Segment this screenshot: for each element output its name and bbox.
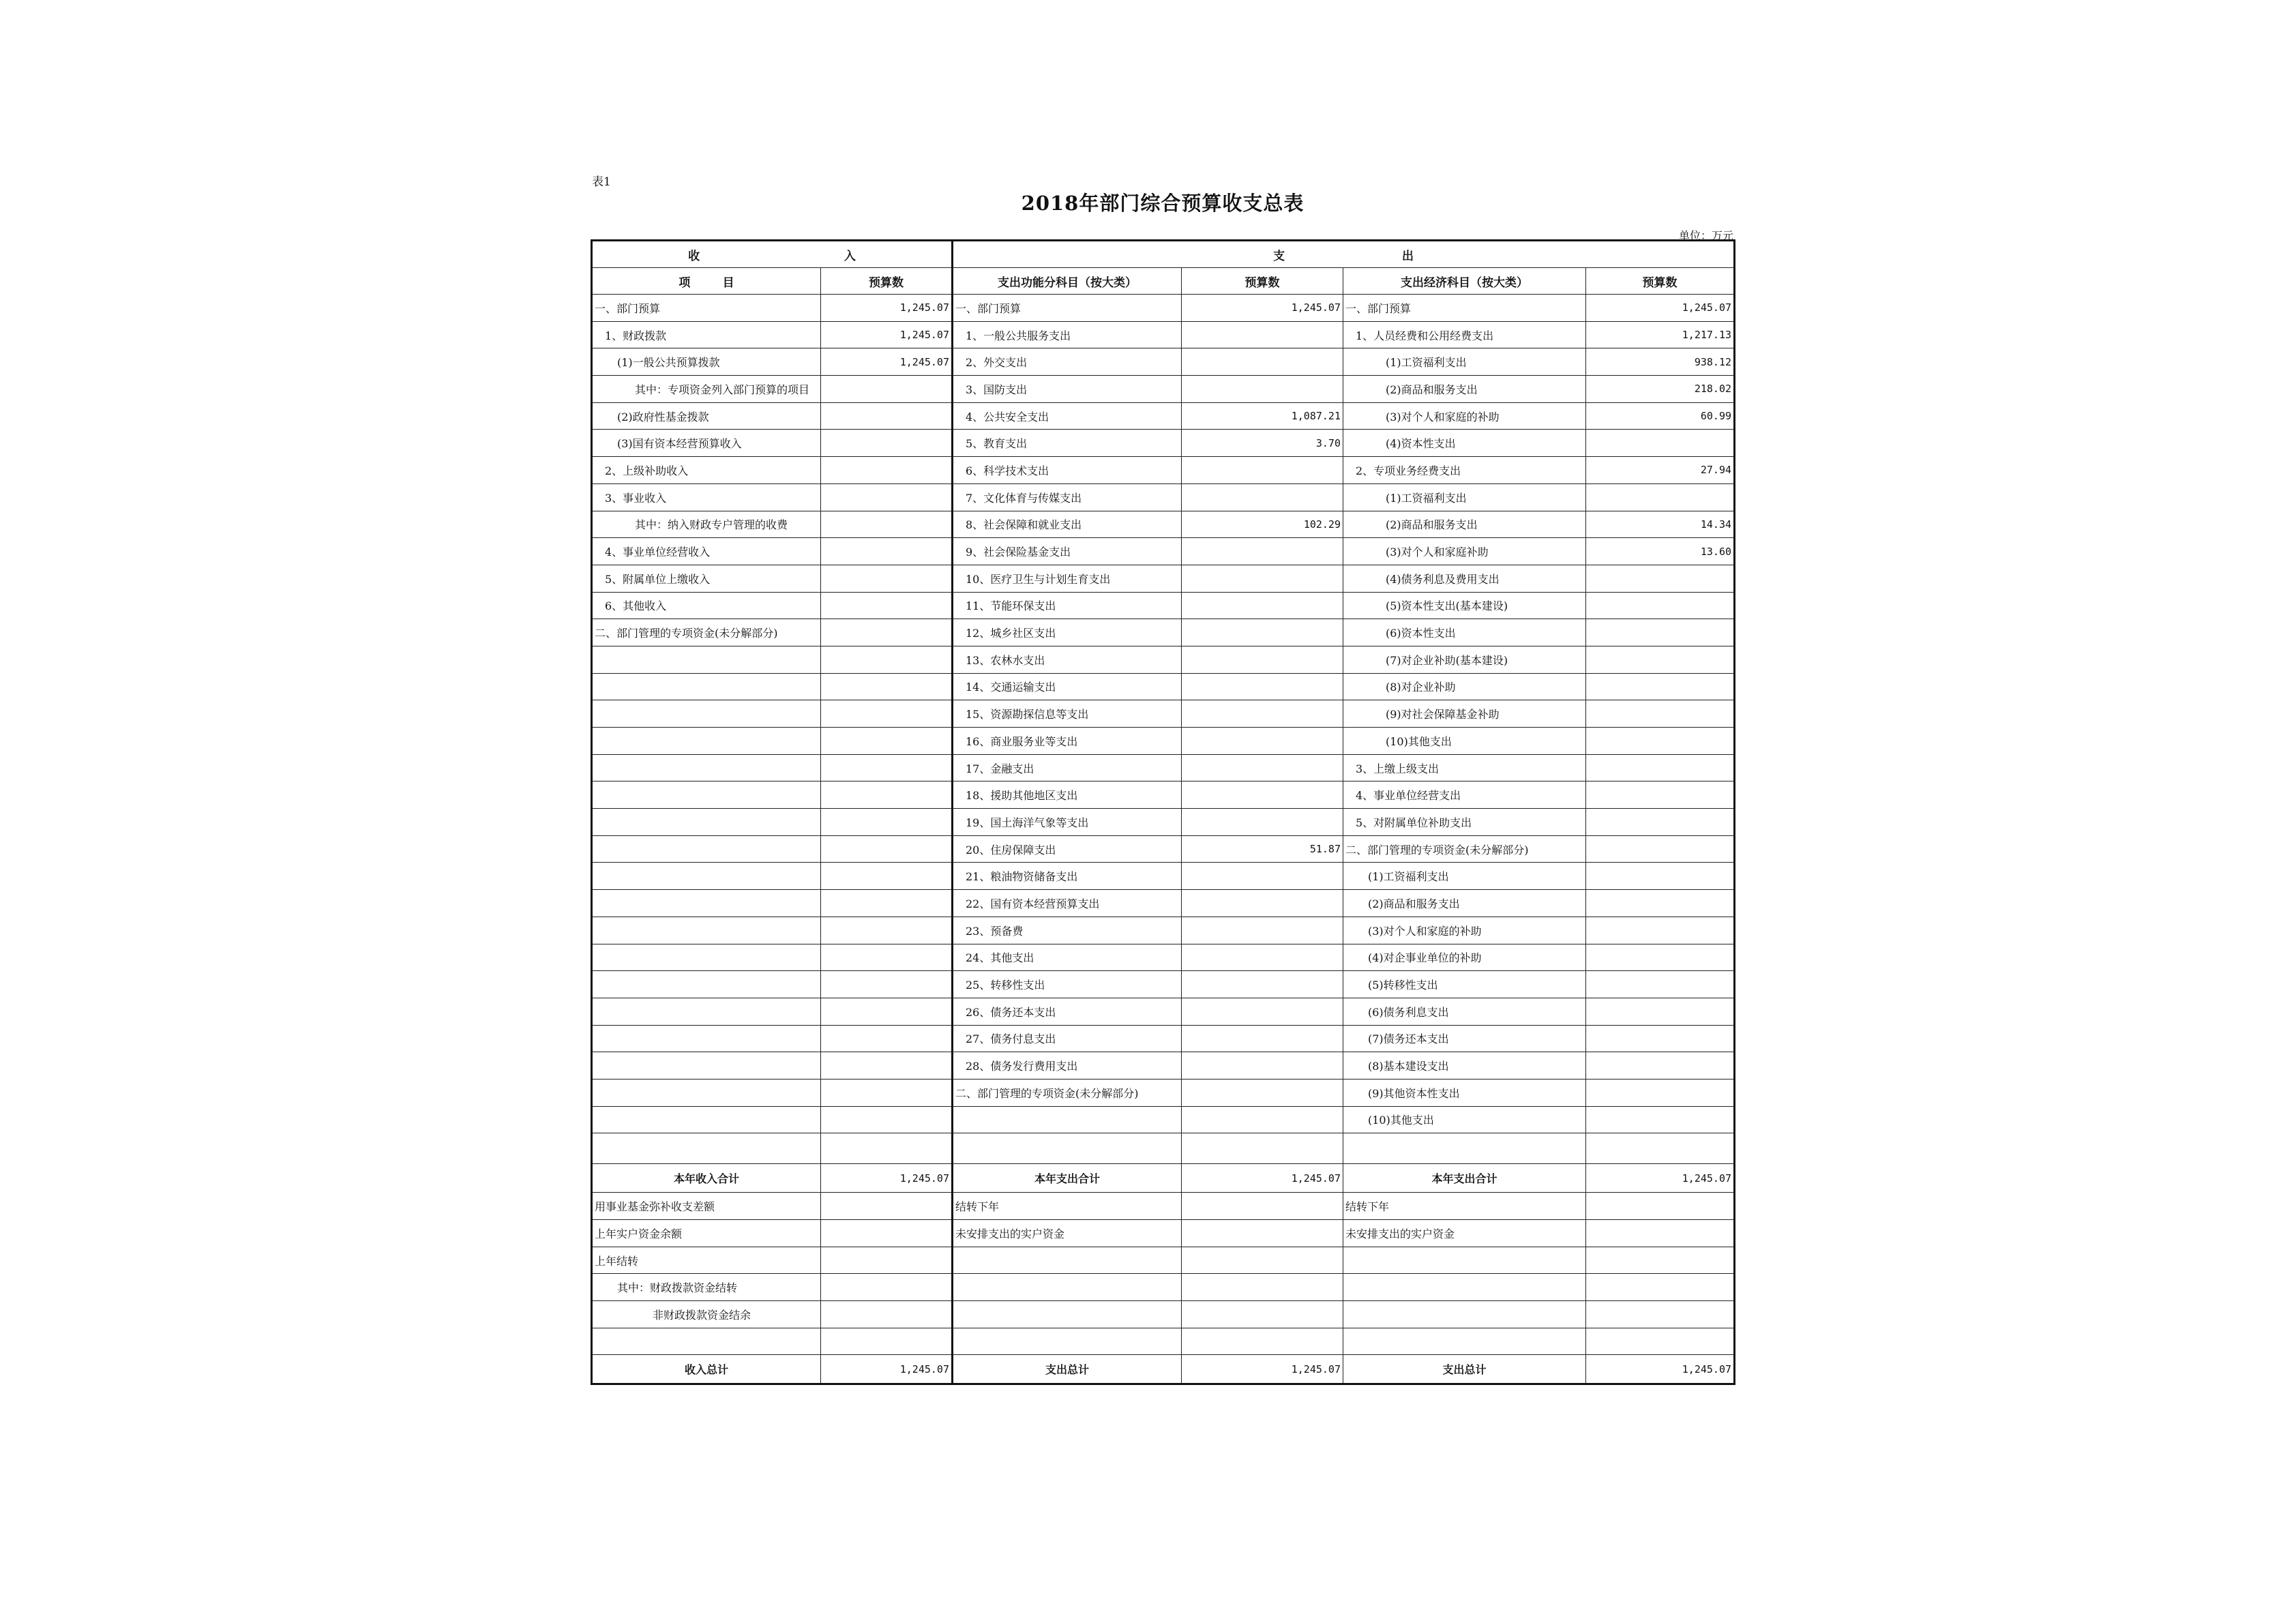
income-budget xyxy=(821,511,953,538)
income-budget xyxy=(821,781,953,809)
income-item xyxy=(593,673,821,700)
table-row xyxy=(593,754,1734,781)
func-budget xyxy=(1182,754,1343,781)
income-budget xyxy=(821,700,953,728)
func-class-item: 11、节能环保支出 xyxy=(953,592,1182,619)
page-title: 2018年部门综合预算收支总表 xyxy=(1021,192,1304,215)
table-row xyxy=(593,781,1734,809)
income-item: 其中：专项资金列入部门预算的项目 xyxy=(593,376,821,403)
carryover-func-budget xyxy=(1182,1193,1343,1220)
econ-budget xyxy=(1586,728,1734,755)
econ-budget xyxy=(1586,673,1734,700)
income-budget: 1,245.07 xyxy=(821,295,953,322)
income-budget xyxy=(821,754,953,781)
carryover-func-budget xyxy=(1182,1301,1343,1328)
table-row xyxy=(593,971,1734,998)
table-row xyxy=(593,1052,1734,1079)
func-budget xyxy=(1182,863,1343,890)
income-item: 一、部门预算 xyxy=(593,295,821,322)
col-header-func-budget: 预算数 xyxy=(1182,268,1343,295)
carryover-econ-budget xyxy=(1586,1220,1734,1247)
func-class-item: 5、教育支出 xyxy=(953,430,1182,457)
econ-budget xyxy=(1586,835,1734,863)
income-budget xyxy=(821,998,953,1025)
econ-class-item: (3)对个人和家庭补助 xyxy=(1343,538,1586,565)
income-item xyxy=(593,781,821,809)
func-class-item: 26、债务还本支出 xyxy=(953,998,1182,1025)
table-row xyxy=(593,998,1734,1025)
func-class-item: 27、债务付息支出 xyxy=(953,1025,1182,1052)
income-budget xyxy=(821,1106,953,1133)
func-class-item: 7、文化体育与传媒支出 xyxy=(953,483,1182,511)
func-budget xyxy=(1182,781,1343,809)
econ-budget xyxy=(1586,971,1734,998)
econ-class-item: (6)债务利息支出 xyxy=(1343,998,1586,1025)
carryover-econ-item xyxy=(1343,1247,1586,1274)
income-item xyxy=(593,1025,821,1052)
carryover-income-budget xyxy=(821,1193,953,1220)
econ-budget xyxy=(1586,646,1734,673)
table-row xyxy=(593,728,1734,755)
carryover-income-item: 上年实户资金余额 xyxy=(593,1220,821,1247)
income-item: 其中：纳入财政专户管理的收费 xyxy=(593,511,821,538)
func-class-item: 25、转移性支出 xyxy=(953,971,1182,998)
income-budget xyxy=(821,809,953,836)
econ-budget xyxy=(1586,565,1734,592)
year-income-total-label: 本年收入合计 xyxy=(593,1164,821,1193)
table-row xyxy=(593,835,1734,863)
func-class-item: 21、粮油物资储备支出 xyxy=(953,863,1182,890)
carryover-econ-item: 未安排支出的实户资金 xyxy=(1343,1220,1586,1247)
econ-budget xyxy=(1586,1106,1734,1133)
econ-budget xyxy=(1586,619,1734,646)
table-row xyxy=(593,1193,1734,1220)
income-budget xyxy=(821,592,953,619)
econ-class-item: (8)基本建设支出 xyxy=(1343,1052,1586,1079)
econ-budget xyxy=(1586,430,1734,457)
expense-header-char2: 出 xyxy=(1401,249,1414,263)
carryover-func-budget xyxy=(1182,1328,1343,1355)
func-budget xyxy=(1182,321,1343,348)
econ-class-item: (2)商品和服务支出 xyxy=(1343,890,1586,917)
func-class-item: 20、住房保障支出 xyxy=(953,835,1182,863)
income-budget xyxy=(821,917,953,944)
func-budget xyxy=(1182,728,1343,755)
income-header-char1: 收 xyxy=(688,249,700,263)
econ-class-item: (6)资本性支出 xyxy=(1343,619,1586,646)
income-item xyxy=(593,917,821,944)
econ-budget xyxy=(1586,781,1734,809)
econ-budget xyxy=(1586,809,1734,836)
carryover-econ-item xyxy=(1343,1301,1586,1328)
unit-label: 单位：万元 xyxy=(1678,229,1733,242)
income-item xyxy=(593,646,821,673)
year-expense-total-label-2: 本年支出合计 xyxy=(1343,1164,1586,1193)
carryover-econ-budget xyxy=(1586,1274,1734,1301)
table-row xyxy=(593,511,1734,538)
income-budget xyxy=(821,835,953,863)
econ-budget xyxy=(1586,754,1734,781)
income-item: 6、其他收入 xyxy=(593,592,821,619)
income-budget xyxy=(821,728,953,755)
func-budget xyxy=(1182,971,1343,998)
func-class-item: 24、其他支出 xyxy=(953,944,1182,971)
func-budget xyxy=(1182,619,1343,646)
carryover-func-budget xyxy=(1182,1247,1343,1274)
carryover-income-item: 非财政拨款资金结余 xyxy=(593,1301,821,1328)
carryover-func-item xyxy=(953,1274,1182,1301)
table-row xyxy=(593,1247,1734,1274)
income-item xyxy=(593,809,821,836)
econ-class-item: (1)工资福利支出 xyxy=(1343,348,1586,376)
func-budget xyxy=(1182,483,1343,511)
econ-class-item: (8)对企业补助 xyxy=(1343,673,1586,700)
econ-budget xyxy=(1586,1025,1734,1052)
econ-class-item: 5、对附属单位补助支出 xyxy=(1343,809,1586,836)
econ-budget: 13.60 xyxy=(1586,538,1734,565)
income-item: 二、部门管理的专项资金(未分解部分) xyxy=(593,619,821,646)
spacer-row xyxy=(593,1133,1734,1164)
econ-class-item: (3)对个人和家庭的补助 xyxy=(1343,917,1586,944)
table-row xyxy=(593,809,1734,836)
econ-class-item: (10)其他支出 xyxy=(1343,728,1586,755)
year-income-total-value: 1,245.07 xyxy=(821,1164,953,1193)
carryover-econ-item xyxy=(1343,1328,1586,1355)
budget-summary-table xyxy=(592,241,1734,1384)
econ-budget: 1,217.13 xyxy=(1586,321,1734,348)
table-row xyxy=(593,619,1734,646)
econ-class-item: (7)债务还本支出 xyxy=(1343,1025,1586,1052)
table-row xyxy=(593,646,1734,673)
grand-expense-label: 支出总计 xyxy=(953,1355,1182,1384)
econ-class-item: 4、事业单位经营支出 xyxy=(1343,781,1586,809)
group-header-row xyxy=(593,241,1734,268)
func-budget: 51.87 xyxy=(1182,835,1343,863)
carryover-func-item xyxy=(953,1328,1182,1355)
func-budget xyxy=(1182,944,1343,971)
table-row xyxy=(593,863,1734,890)
carryover-income-budget xyxy=(821,1301,953,1328)
table-row xyxy=(593,376,1734,403)
econ-class-item: (3)对个人和家庭的补助 xyxy=(1343,402,1586,430)
econ-class-item: 一、部门预算 xyxy=(1343,295,1586,322)
func-class-item: 28、债务发行费用支出 xyxy=(953,1052,1182,1079)
table-row xyxy=(593,1106,1734,1133)
table-row xyxy=(593,1025,1734,1052)
income-item xyxy=(593,1079,821,1106)
grand-expense-func-value: 1,245.07 xyxy=(1182,1355,1343,1384)
income-budget xyxy=(821,1025,953,1052)
func-class-item: 10、医疗卫生与计划生育支出 xyxy=(953,565,1182,592)
grand-income-label: 收入总计 xyxy=(593,1355,821,1384)
table-row xyxy=(593,430,1734,457)
func-budget xyxy=(1182,1106,1343,1133)
econ-budget xyxy=(1586,944,1734,971)
col-header-item: 项 目 xyxy=(593,268,821,295)
table-row xyxy=(593,565,1734,592)
func-class-item: 22、国有资本经营预算支出 xyxy=(953,890,1182,917)
income-item: (2)政府性基金拨款 xyxy=(593,402,821,430)
func-class-item: 一、部门预算 xyxy=(953,295,1182,322)
carryover-income-budget xyxy=(821,1220,953,1247)
table-row xyxy=(593,457,1734,484)
col-header-econ-budget: 预算数 xyxy=(1586,268,1734,295)
func-budget xyxy=(1182,998,1343,1025)
grand-income-value: 1,245.07 xyxy=(821,1355,953,1384)
func-budget xyxy=(1182,1025,1343,1052)
econ-budget: 60.99 xyxy=(1586,402,1734,430)
func-budget xyxy=(1182,538,1343,565)
income-item: 2、上级补助收入 xyxy=(593,457,821,484)
carryover-econ-budget xyxy=(1586,1193,1734,1220)
income-budget xyxy=(821,619,953,646)
econ-class-item: (4)债务利息及费用支出 xyxy=(1343,565,1586,592)
income-group-header xyxy=(593,241,953,268)
table-row xyxy=(593,673,1734,700)
income-budget xyxy=(821,483,953,511)
col-header-func-class: 支出功能分科目（按大类） xyxy=(953,268,1182,295)
income-item xyxy=(593,1106,821,1133)
carryover-econ-item: 结转下年 xyxy=(1343,1193,1586,1220)
func-class-item: 3、国防支出 xyxy=(953,376,1182,403)
func-budget xyxy=(1182,700,1343,728)
grand-expense-econ-value: 1,245.07 xyxy=(1586,1355,1734,1384)
income-budget xyxy=(821,457,953,484)
econ-budget xyxy=(1586,1079,1734,1106)
expense-header-char1: 支 xyxy=(1273,249,1285,263)
func-budget xyxy=(1182,1079,1343,1106)
func-class-item: 19、国土海洋气象等支出 xyxy=(953,809,1182,836)
col-header-econ-class: 支出经济科目（按大类） xyxy=(1343,268,1586,295)
econ-budget xyxy=(1586,700,1734,728)
column-header-row xyxy=(593,268,1734,295)
table-number: 表1 xyxy=(592,175,611,189)
func-budget: 3.70 xyxy=(1182,430,1343,457)
econ-class-item: (4)对企事业单位的补助 xyxy=(1343,944,1586,971)
table-row xyxy=(593,890,1734,917)
econ-budget xyxy=(1586,917,1734,944)
econ-class-item: (7)对企业补助(基本建设) xyxy=(1343,646,1586,673)
income-budget xyxy=(821,673,953,700)
income-budget xyxy=(821,538,953,565)
income-budget xyxy=(821,430,953,457)
carryover-func-budget xyxy=(1182,1274,1343,1301)
income-item: (1)一般公共预算拨款 xyxy=(593,348,821,376)
carryover-income-item: 用事业基金弥补收支差额 xyxy=(593,1193,821,1220)
table-row xyxy=(593,402,1734,430)
econ-class-item: 二、部门管理的专项资金(未分解部分) xyxy=(1343,835,1586,863)
income-item xyxy=(593,754,821,781)
income-item xyxy=(593,890,821,917)
income-budget xyxy=(821,376,953,403)
econ-budget xyxy=(1586,863,1734,890)
econ-budget xyxy=(1586,483,1734,511)
econ-budget xyxy=(1586,592,1734,619)
econ-class-item: (2)商品和服务支出 xyxy=(1343,376,1586,403)
func-class-item: 15、资源勘探信息等支出 xyxy=(953,700,1182,728)
econ-class-item: 3、上缴上级支出 xyxy=(1343,754,1586,781)
carryover-func-item xyxy=(953,1301,1182,1328)
carryover-func-item xyxy=(953,1247,1182,1274)
carryover-econ-budget xyxy=(1586,1328,1734,1355)
func-class-item xyxy=(953,1106,1182,1133)
income-budget: 1,245.07 xyxy=(821,321,953,348)
econ-class-item: (10)其他支出 xyxy=(1343,1106,1586,1133)
func-class-item: 23、预备费 xyxy=(953,917,1182,944)
econ-budget: 218.02 xyxy=(1586,376,1734,403)
income-item: (3)国有资本经营预算收入 xyxy=(593,430,821,457)
carryover-income-item: 其中：财政拨款资金结转 xyxy=(593,1274,821,1301)
econ-budget xyxy=(1586,998,1734,1025)
func-class-item: 二、部门管理的专项资金(未分解部分) xyxy=(953,1079,1182,1106)
econ-budget: 1,245.07 xyxy=(1586,295,1734,322)
year-expense-econ-total-value: 1,245.07 xyxy=(1586,1164,1734,1193)
income-budget: 1,245.07 xyxy=(821,348,953,376)
income-budget xyxy=(821,1052,953,1079)
func-class-item: 9、社会保险基金支出 xyxy=(953,538,1182,565)
table-row xyxy=(593,917,1734,944)
grand-total-row xyxy=(593,1355,1734,1384)
income-budget xyxy=(821,863,953,890)
carryover-income-item: 上年结转 xyxy=(593,1247,821,1274)
table-row xyxy=(593,321,1734,348)
income-item xyxy=(593,1052,821,1079)
econ-budget xyxy=(1586,890,1734,917)
grand-expense-label-2: 支出总计 xyxy=(1343,1355,1586,1384)
func-class-item: 12、城乡社区支出 xyxy=(953,619,1182,646)
econ-budget: 14.34 xyxy=(1586,511,1734,538)
income-budget xyxy=(821,565,953,592)
func-class-item: 8、社会保障和就业支出 xyxy=(953,511,1182,538)
carryover-func-item: 未安排支出的实户资金 xyxy=(953,1220,1182,1247)
income-budget xyxy=(821,971,953,998)
income-item xyxy=(593,728,821,755)
table-row xyxy=(593,944,1734,971)
year-total-row xyxy=(593,1164,1734,1193)
func-class-item: 13、农林水支出 xyxy=(953,646,1182,673)
year-expense-total-label: 本年支出合计 xyxy=(953,1164,1182,1193)
income-budget xyxy=(821,944,953,971)
income-item: 5、附属单位上缴收入 xyxy=(593,565,821,592)
econ-class-item: (1)工资福利支出 xyxy=(1343,863,1586,890)
carryover-econ-item xyxy=(1343,1274,1586,1301)
expense-group-header xyxy=(953,241,1734,268)
func-budget: 1,087.21 xyxy=(1182,402,1343,430)
func-class-item: 14、交通运输支出 xyxy=(953,673,1182,700)
func-class-item: 2、外交支出 xyxy=(953,348,1182,376)
econ-class-item: (5)转移性支出 xyxy=(1343,971,1586,998)
func-budget xyxy=(1182,1052,1343,1079)
econ-class-item: (9)其他资本性支出 xyxy=(1343,1079,1586,1106)
income-item xyxy=(593,998,821,1025)
income-item xyxy=(593,971,821,998)
econ-class-item: (5)资本性支出(基本建设) xyxy=(1343,592,1586,619)
carryover-income-budget xyxy=(821,1328,953,1355)
func-budget: 102.29 xyxy=(1182,511,1343,538)
func-class-item: 18、援助其他地区支出 xyxy=(953,781,1182,809)
func-budget xyxy=(1182,890,1343,917)
table-row xyxy=(593,1301,1734,1328)
income-item xyxy=(593,863,821,890)
carryover-income-budget xyxy=(821,1274,953,1301)
income-item xyxy=(593,944,821,971)
econ-class-item: 2、专项业务经费支出 xyxy=(1343,457,1586,484)
econ-budget xyxy=(1586,1052,1734,1079)
func-budget xyxy=(1182,565,1343,592)
func-budget xyxy=(1182,673,1343,700)
func-budget xyxy=(1182,376,1343,403)
income-item: 1、财政拨款 xyxy=(593,321,821,348)
func-budget xyxy=(1182,592,1343,619)
func-budget xyxy=(1182,457,1343,484)
table-row xyxy=(593,1328,1734,1355)
carryover-income-item xyxy=(593,1328,821,1355)
income-item xyxy=(593,835,821,863)
econ-budget: 938.12 xyxy=(1586,348,1734,376)
econ-class-item: (9)对社会保障基金补助 xyxy=(1343,700,1586,728)
income-budget xyxy=(821,402,953,430)
carryover-econ-budget xyxy=(1586,1301,1734,1328)
income-budget xyxy=(821,646,953,673)
table-row xyxy=(593,1079,1734,1106)
carryover-func-item: 结转下年 xyxy=(953,1193,1182,1220)
carryover-income-budget xyxy=(821,1247,953,1274)
table-row xyxy=(593,295,1734,322)
year-expense-func-total-value: 1,245.07 xyxy=(1182,1164,1343,1193)
income-item xyxy=(593,700,821,728)
income-item: 4、事业单位经营收入 xyxy=(593,538,821,565)
func-budget xyxy=(1182,348,1343,376)
func-budget: 1,245.07 xyxy=(1182,295,1343,322)
func-class-item: 6、科学技术支出 xyxy=(953,457,1182,484)
income-budget xyxy=(821,1079,953,1106)
col-header-income-budget: 预算数 xyxy=(821,268,953,295)
econ-class-item: (4)资本性支出 xyxy=(1343,430,1586,457)
econ-class-item: (1)工资福利支出 xyxy=(1343,483,1586,511)
table-row xyxy=(593,483,1734,511)
econ-class-item: 1、人员经费和公用经费支出 xyxy=(1343,321,1586,348)
income-item: 3、事业收入 xyxy=(593,483,821,511)
func-class-item: 17、金融支出 xyxy=(953,754,1182,781)
table-row xyxy=(593,1220,1734,1247)
carryover-econ-budget xyxy=(1586,1247,1734,1274)
income-header-char2: 入 xyxy=(844,249,856,263)
func-budget xyxy=(1182,646,1343,673)
table-row xyxy=(593,538,1734,565)
func-budget xyxy=(1182,917,1343,944)
econ-budget: 27.94 xyxy=(1586,457,1734,484)
table-row xyxy=(593,1274,1734,1301)
table-row xyxy=(593,700,1734,728)
income-budget xyxy=(821,890,953,917)
table-row xyxy=(593,348,1734,376)
func-class-item: 16、商业服务业等支出 xyxy=(953,728,1182,755)
func-class-item: 1、一般公共服务支出 xyxy=(953,321,1182,348)
econ-class-item: (2)商品和服务支出 xyxy=(1343,511,1586,538)
func-class-item: 4、公共安全支出 xyxy=(953,402,1182,430)
func-budget xyxy=(1182,809,1343,836)
table-row xyxy=(593,592,1734,619)
carryover-func-budget xyxy=(1182,1220,1343,1247)
